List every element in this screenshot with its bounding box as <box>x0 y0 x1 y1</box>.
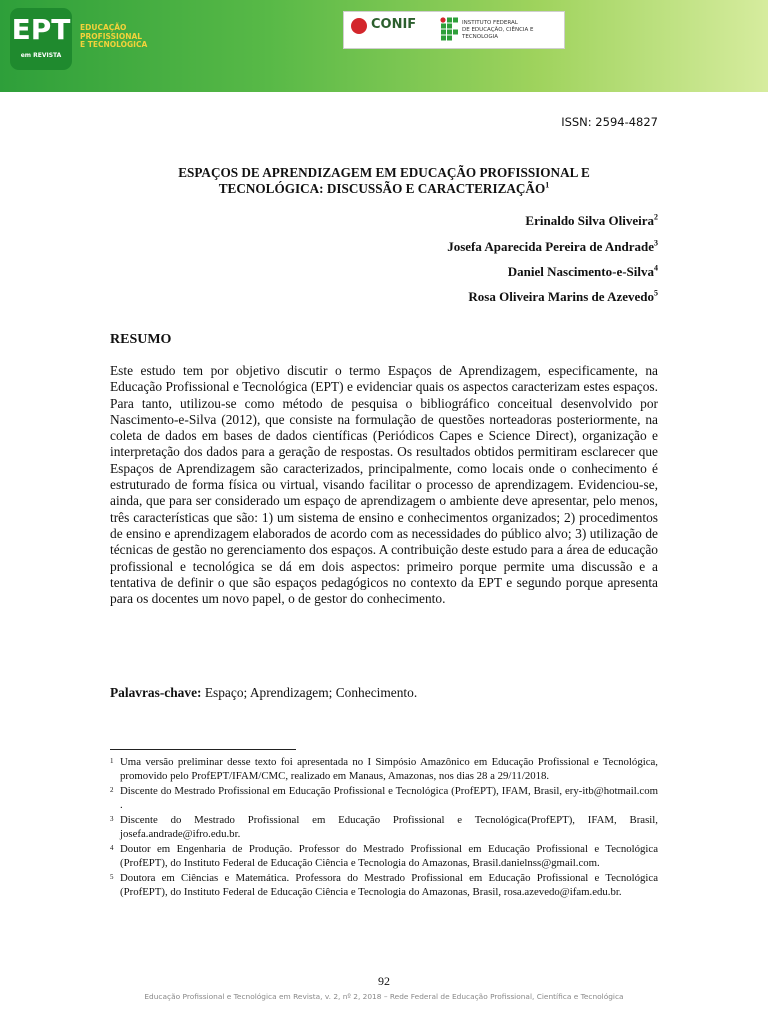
footnote <box>110 871 658 899</box>
footnote-text: Uma versão preliminar desse texto foi apresentada no I Simpósio Amazônico em Educação Profissional e Tecnológica, promovido pelo ProfEPT/IFAM/CMC, realizado em Manaus, Amazonas, nos dias 28 a 29/11/2018. <box>120 756 658 782</box>
author <box>508 264 658 280</box>
footnote-number: 3 <box>110 815 114 823</box>
page-footer: Educação Profissional e Tecnológica em Revista, v. 2, nº 2, 2018 – Rede Federal de Educação Profissional, Científica e Tecnológica <box>144 992 624 1001</box>
article-title <box>110 165 658 196</box>
keywords-label: Palavras-chave: <box>110 685 202 700</box>
issn: ISSN: 2594-4827 <box>561 115 658 129</box>
author-footnote-ref[interactable]: 2 <box>654 212 658 222</box>
header-banner <box>0 0 768 92</box>
journal-name-line: EDUCAÇÃO <box>80 23 127 32</box>
journal-name-line: PROFISSIONAL <box>80 31 143 41</box>
footnote-number: 4 <box>110 844 114 852</box>
footnote <box>110 813 658 841</box>
author <box>525 213 658 229</box>
footnote <box>110 755 658 783</box>
title-line <box>110 181 658 197</box>
journal-name <box>80 24 147 50</box>
footnote-number: 1 <box>110 757 114 765</box>
author-footnote-ref[interactable]: 3 <box>654 238 658 248</box>
keywords <box>110 685 417 701</box>
if-name-line: DE EDUCAÇÃO, CIÊNCIA E TECNOLOGIA <box>462 27 534 40</box>
footnote-divider <box>110 749 296 750</box>
footnotes <box>110 755 658 900</box>
footnote-text: Doutora em Ciências e Matemática. Professora do Mestrado Profissional em Educação Profissional e Tecnológica (ProfEPT), do Instituto Federal de Educação Ciência e Tecnologia do Amazonas, Brasil, rosa.azevedo@ifam.edu.br. <box>120 872 658 898</box>
instituto-federal-logo-icon <box>440 17 458 41</box>
abstract-text: Este estudo tem por objetivo discutir o termo Espaços de Aprendizagem, especificamente, na Educação Profissional e Tecnológica (EPT) e evidenciar quais os aspectos caracterizam estes espaços. Para tanto, utilizou-se como método de pesquisa o bibliográfico conceitual desenvolvido por Nascimento-e-Silva (2012), que consiste na formulação de questões norteadoras posteriormente, na coleta de dados em bases de dados científicas (Periódicos Capes e Science Direct), organização e interpretação dos dados para a geração de respostas. Os resultados obtidos permitiram esclarecer que Espaços de Aprendizagem são caracterizados, principalmente, como locais onde o conhecimento é estruturado de forma física ou virtual, visando facilitar o processo de aprendizagem. Evidenciou-se, ainda, que para ser considerado um espaço de aprendizagem o ambiente deve apresentar, pelo menos, três características que são: 1) um sistema de ensino e conhecimentos organizados; 2) procedimentos de ensino e aprendizagem elaborados de acordo com as necessidades do público alvo; 3) utilização de técnicas de gestão no gerenciamento dos espaços. A contribuição deste estudo para a área de educação profissional e tecnológica se dá em dois aspectos: primeiro porque permite uma discussão e a tentativa de definir o que são espaços pedagógicos no contexto da EPT e segundo porque apresenta para os docentes um novo papel, o de gestor do conhecimento. <box>110 363 658 607</box>
author-name: Josefa Aparecida Pereira de Andrade <box>447 239 654 254</box>
conif-name: CONIF <box>371 17 417 32</box>
logo-subtext: em REVISTA <box>20 52 62 59</box>
author-name: Erinaldo Silva Oliveira <box>525 213 654 228</box>
footnote-number: 2 <box>110 786 114 794</box>
author-footnote-ref[interactable]: 4 <box>654 263 658 273</box>
footnote-text: Doutor em Engenharia de Produção. Professor do Mestrado Profissional em Educação Profissional e Tecnológica (ProfEPT), do Instituto Federal de Educação Ciência e Tecnologia do Amazonas, Brasil.danielnss@gmail.com. <box>120 843 658 869</box>
page-number: 92 <box>378 974 390 988</box>
instituto-federal-name <box>462 20 564 41</box>
resumo-heading: RESUMO <box>110 332 172 347</box>
author-name: Rosa Oliveira Marins de Azevedo <box>468 289 654 304</box>
title-footnote-ref[interactable]: 1 <box>545 180 550 190</box>
title-line-text: TECNOLÓGICA: DISCUSSÃO E CARACTERIZAÇÃO <box>218 180 546 196</box>
author <box>447 239 658 255</box>
author-footnote-ref[interactable]: 5 <box>654 288 658 298</box>
author-name: Daniel Nascimento-e-Silva <box>507 264 654 279</box>
footnote-number: 5 <box>110 873 114 881</box>
keywords-text: Espaço; Aprendizagem; Conhecimento. <box>204 685 418 700</box>
footnote <box>110 842 658 870</box>
conif-logo-icon <box>351 18 367 34</box>
ept-logo <box>10 8 72 70</box>
partner-logos <box>343 11 565 49</box>
if-name-line: INSTITUTO FEDERAL <box>462 20 518 26</box>
footnote-text: Discente do Mestrado Profissional em Educação Profissional e Tecnológica(ProfEPT), IFAM, Brasil, josefa.andrade@ifro.edu.br. <box>120 814 658 840</box>
footnote <box>110 784 658 812</box>
logo-text: EPT <box>11 13 71 46</box>
author <box>468 289 658 305</box>
title-line: ESPAÇOS DE APRENDIZAGEM EM EDUCAÇÃO PROFISSIONAL E <box>178 165 590 180</box>
journal-name-line: E TECNOLÓGICA <box>80 40 148 49</box>
footnote-text: Discente do Mestrado Profissional em Educação Profissional e Tecnológica (ProfEPT), IFAM, Brasil, ery-itb@hotmail.com . <box>120 785 658 811</box>
